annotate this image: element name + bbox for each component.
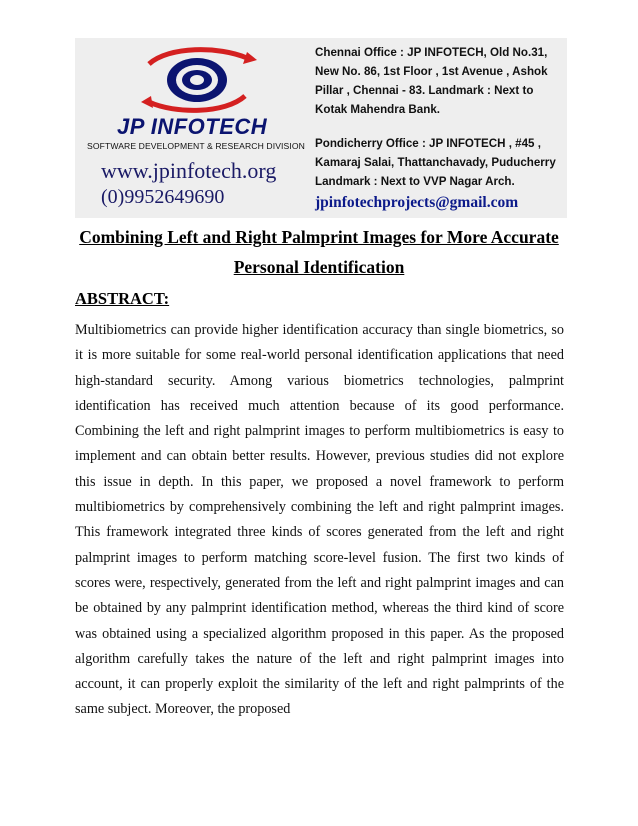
- abstract-paragraph: Multibiometrics can provide higher identification accuracy than single biometrics, so it is more suitable for some real-world personal identification applications that need high-standard security. Among various biometrics technologies, palmprint identification has received much attention because of its good performance. Combining the left and right palmprint images to perform multibiometrics is easy to implement and can obtain better results. However, previous studies did not explore this issue in depth. In this paper, we proposed a novel framework to perform multibiometrics by comprehensively combining the left and right palmprint images. This framework integrated three kinds of scores generated from the left and right palmprint images to perform matching score-level fusion. The first two kinds of scores were, respectively, generated from the left and right palmprint images and can be obtained by any palmprint identification method, whereas the third kind of score was obtained using a specialized algorithm proposed in this paper. As the proposed algorithm carefully takes the nature of the left and right palmprint images into account, it can properly exploit the similarity of the left and right palmprints of the same subject. Moreover, the proposed: [75, 322, 564, 718]
- jp-infotech-logo-icon: [139, 44, 259, 116]
- company-logo: [87, 38, 305, 218]
- paper-title: Combining Left and Right Palmprint Images for More Accurate Personal Identification: [79, 227, 559, 277]
- contact-email: jpinfotechprojects@gmail.com: [315, 194, 519, 211]
- section-heading: ABSTRACT:: [75, 289, 170, 308]
- brand-tagline: SOFTWARE DEVELOPMENT & RESEARCH DIVISION: [87, 141, 305, 151]
- pondicherry-office-address: Pondicherry Office : JP INFOTECH , #45 , Kamaraj Salai, Thattanchavady, Puducherry Landmark : Next to VVP Nagar Arch.: [315, 137, 556, 188]
- phone-number: (0)9952649690: [101, 186, 225, 208]
- website-text: www.jpinfotech.org: [101, 158, 277, 183]
- header-banner: [75, 38, 567, 218]
- chennai-office-address: Chennai Office : JP INFOTECH, Old No.31, New No. 86, 1st Floor , 1st Avenue , Ashok Pillar , Chennai - 83. Landmark : Next to Kotak Mahendra Bank.: [315, 46, 548, 116]
- brand-name: JP INFOTECH: [117, 114, 268, 139]
